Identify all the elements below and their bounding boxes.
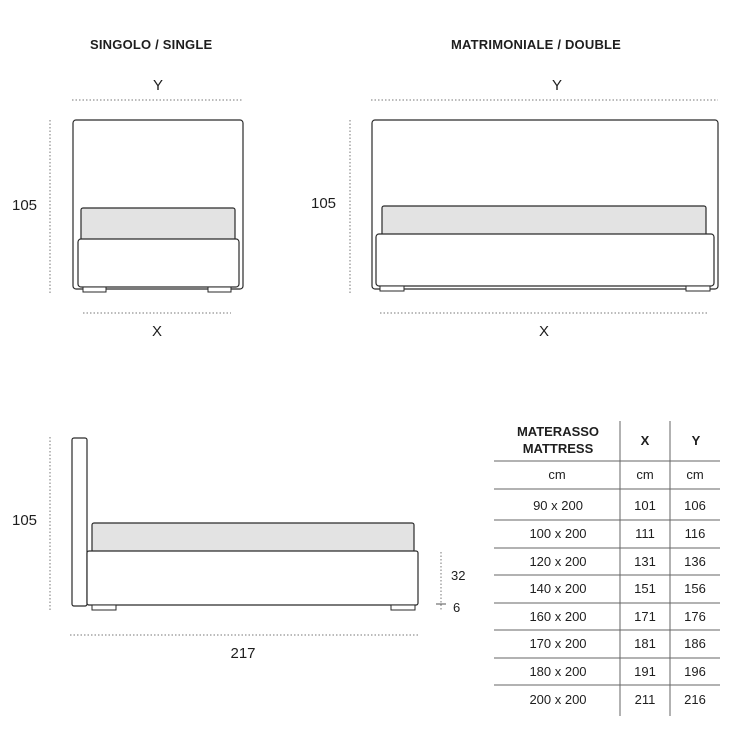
single-title: SINGOLO / SINGLE	[90, 37, 213, 52]
table-cell-mattress: 100 x 200	[529, 526, 587, 541]
double-base-label: X	[538, 323, 550, 340]
double-base	[376, 234, 714, 286]
single-mattress	[81, 208, 235, 242]
table-header-line1: MATERASSO	[516, 424, 600, 439]
table-cell-x: 111	[635, 526, 655, 541]
table-cell-mattress: 200 x 200	[529, 692, 587, 707]
table-cell-y: 106	[684, 498, 706, 513]
side-mattress	[92, 523, 414, 552]
table-cell-x: 191	[634, 664, 656, 679]
single-bed-front-view	[50, 100, 243, 313]
side-foot-height-label: 6	[453, 600, 461, 615]
table-cell-y: 216	[684, 692, 706, 707]
double-title: MATRIMONIALE / DOUBLE	[451, 37, 622, 52]
table-cell-x: 101	[634, 498, 656, 513]
single-base-label: X	[151, 323, 163, 340]
double-foot-left	[380, 286, 404, 291]
side-headboard	[72, 438, 87, 606]
table-header-line2: MATTRESS	[522, 441, 594, 456]
table-cell-x: 181	[634, 636, 656, 651]
table-cell-y: 176	[684, 609, 706, 624]
side-bed-view	[50, 437, 446, 635]
table-header-y: Y	[691, 433, 701, 448]
table-cell-x: 171	[634, 609, 656, 624]
table-cell-mattress: 120 x 200	[529, 554, 587, 569]
double-bed-front-view	[350, 100, 718, 313]
table-cell-y: 156	[684, 581, 706, 596]
single-foot-left	[83, 287, 106, 292]
single-base	[78, 239, 239, 287]
single-width-label: Y	[152, 77, 164, 94]
side-length-label: 217	[230, 645, 256, 662]
table-unit-y: cm	[686, 467, 704, 482]
table-cell-mattress: 160 x 200	[529, 609, 587, 624]
side-foot-right	[391, 605, 415, 610]
side-frame-height-label: 32	[451, 568, 466, 583]
double-width-label: Y	[551, 77, 563, 94]
table-cell-x: 151	[634, 581, 656, 596]
table-cell-x: 131	[634, 554, 656, 569]
table-cell-y: 136	[684, 554, 706, 569]
table-cell-mattress: 170 x 200	[529, 636, 587, 651]
table-header-mattress	[500, 423, 616, 457]
table-cell-y: 116	[684, 526, 706, 541]
table-cell-mattress: 90 x 200	[533, 498, 583, 513]
side-height-label: 105	[12, 512, 38, 529]
single-height-label: 105	[12, 197, 38, 214]
table-cell-mattress: 140 x 200	[529, 581, 587, 596]
single-foot-right	[208, 287, 231, 292]
side-base	[87, 551, 418, 605]
table-cell-y: 196	[684, 664, 706, 679]
side-foot-left	[92, 605, 116, 610]
table-unit-mattress: cm	[548, 467, 566, 482]
double-foot-right	[686, 286, 710, 291]
table-header-x: X	[640, 433, 650, 448]
table-unit-x: cm	[636, 467, 654, 482]
table-cell-x: 211	[634, 692, 656, 707]
double-height-label: 105	[311, 195, 337, 212]
table-cell-y: 186	[684, 636, 706, 651]
table-cell-mattress: 180 x 200	[529, 664, 587, 679]
